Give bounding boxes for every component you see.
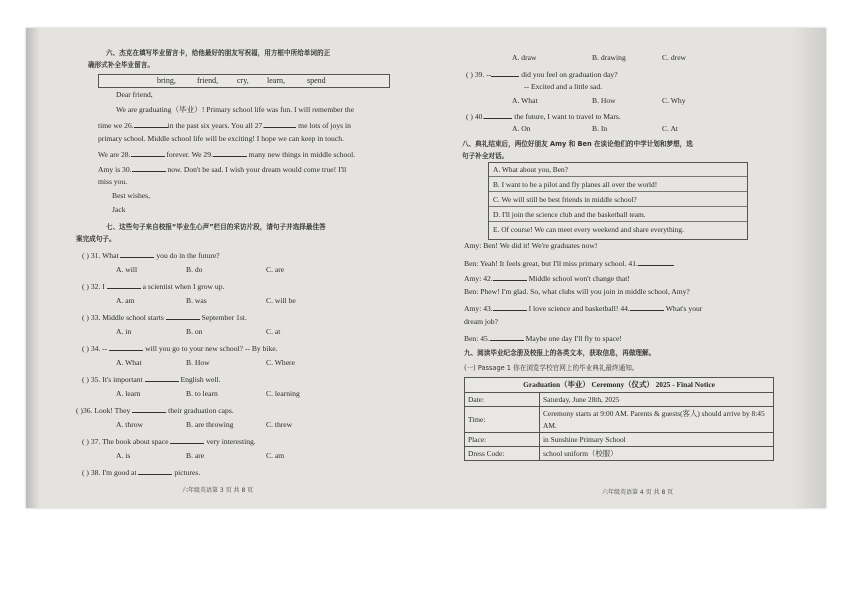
- q39-option-c: C. Why: [662, 96, 686, 105]
- question-33: ( ) 33. Middle school starts September 1st.: [82, 313, 247, 322]
- paper-shadow-right: [792, 28, 826, 508]
- page-footer-left: 六年级英语第 3 页 共 8 页: [182, 487, 254, 494]
- question-35-option-a: A. learn: [116, 389, 141, 398]
- question-34-option-c: C. Where: [266, 358, 295, 367]
- question-35-option-b: B. to learn: [186, 389, 218, 398]
- q40-option-b: B. In: [592, 124, 608, 133]
- question-31-option-a: A. will: [116, 265, 138, 274]
- q38-option-b: B. drawing: [592, 53, 626, 62]
- paper-shadow-left: [26, 28, 40, 508]
- notice-date-value: Saturday, June 28th, 2025: [540, 393, 774, 407]
- q40-option-c: C. At: [662, 124, 679, 133]
- word-bring: bring,: [157, 76, 176, 85]
- dialogue-line-7: Ben: 45. Maybe one day I'll fly to space!: [464, 334, 622, 343]
- dialogue-line-5: Amy: 43. I love science and basketball! 44. What's your: [464, 304, 703, 313]
- question-36-option-a: A. throw: [116, 420, 143, 429]
- question-32-option-c: C. will be: [266, 296, 296, 305]
- word-cry: cry,: [237, 76, 249, 85]
- question-31-option-c: C. are: [266, 265, 285, 274]
- option-c: C. We will still be best friends in middle school?: [489, 193, 747, 207]
- notice-place-value: in Sunshine Primary School: [540, 433, 774, 447]
- option-b: B. I want to be a pilot and fly planes all over the world!: [489, 178, 747, 192]
- question-32: ( ) 32. I a scientist when I grow up.: [82, 282, 225, 291]
- q39-option-a: A. What: [512, 96, 538, 105]
- section9-title: 九、阅读毕业纪念册及校报上的各类文本，获取信息，再做理解。: [464, 349, 656, 357]
- question-37: ( ) 37. The book about space very interesting.: [82, 437, 256, 446]
- dialogue-line-4: Ben: Phew! I'm glad. So, what clubs will you join in middle school, Amy?: [464, 287, 690, 296]
- option-d: D. I'll join the science club and the basketball team.: [489, 208, 747, 222]
- notice-time-value: Ceremony starts at 9:00 AM. Parents & guests(客人) should arrive by 8:45 AM.: [540, 407, 774, 433]
- letter-line1: We are graduating（毕业）! Primary school life was fun. I will remember the: [116, 105, 355, 114]
- section6-title: 六、杰克在填写毕业留言卡，给他最好的朋友写祝福，用方框中所给单词的正: [106, 49, 331, 57]
- letter-greeting: Dear friend,: [116, 90, 153, 99]
- question-36-option-b: B. are throwing: [186, 420, 234, 429]
- letter-line4: We are 28. forever. We 29. many new things in middle school.: [98, 150, 356, 159]
- notice-dress-label: Dress Code:: [465, 447, 540, 461]
- question-36: ( )36. Look! They their graduation caps.: [76, 406, 234, 415]
- word-box: [98, 74, 390, 88]
- question-37-option-b: B. are: [186, 451, 205, 460]
- word-learn: learn,: [267, 76, 285, 85]
- q38-option-a: A. draw: [512, 53, 537, 62]
- section7-title-cont: 案完成句子。: [76, 235, 116, 243]
- question-31: ( ) 31. What you do in the future?: [82, 251, 220, 260]
- word-spend: spend: [307, 76, 326, 85]
- q38-option-c: C. drew: [662, 53, 687, 62]
- question-31-option-b: B. do: [186, 265, 203, 274]
- question-34: ( ) 34. -- will you go to your new school? -- By bike.: [82, 344, 278, 353]
- q40: ( ) 40. the future, I want to travel to Mars.: [466, 112, 621, 121]
- q39-reply: -- Excited and a little sad.: [524, 82, 603, 91]
- section8-title: 八、典礼结束后，两位好朋友 Amy 和 Ben 在谈论他们的中学计划和梦想，选: [462, 140, 693, 148]
- question-35: ( ) 35. It's important English well.: [82, 375, 221, 384]
- dialogue-line-1: Amy: Ben! We did it! We're graduates now!: [464, 241, 598, 250]
- notice-header: Graduation（毕业） Ceremony（仪式） 2025 - Final Notice: [465, 378, 774, 393]
- passage1-intro: (一) Passage 1 你在浏览学校官网上的毕业典礼最终通知。: [464, 364, 639, 372]
- word-friend: friend,: [197, 76, 219, 85]
- q39-option-b: B. How: [592, 96, 616, 105]
- question-33-option-c: C. at: [266, 327, 281, 336]
- option-e: E. Of course! We can meet every weekend and share everything.: [493, 225, 684, 234]
- question-37-option-c: C. am: [266, 451, 285, 460]
- dialogue-options-box: [488, 162, 748, 240]
- letter-line6: miss you.: [98, 177, 128, 186]
- section6-title-cont: 确形式补全毕业留言。: [88, 61, 154, 69]
- dialogue-line-2: Ben: Yeah! It feels great, but I'll miss primary school. 41.: [464, 258, 674, 268]
- notice-date-label: Date:: [465, 393, 540, 407]
- letter-signature: Jack: [112, 205, 126, 214]
- dialogue-line-3: Amy: 42. Middle school won't change that!: [464, 274, 630, 283]
- letter-line2: time we 26. in the past six years. You all 27. me lots of joys in: [98, 121, 351, 130]
- question-37-option-a: A. is: [116, 451, 131, 460]
- page-footer-right: 六年级英语第 4 页 共 8 页: [602, 489, 674, 496]
- exam-paper: [26, 28, 826, 508]
- notice-place-label: Place:: [465, 433, 540, 447]
- question-38: ( ) 38. I'm good at pictures.: [82, 468, 201, 477]
- graduation-notice-table: [464, 377, 774, 461]
- section7-title: 七、这些句子来自校报“毕业生心声”栏目的采访片段，请句子并选择最佳答: [106, 223, 326, 231]
- notice-dress-value: school uniform（校服）: [540, 447, 774, 461]
- letter-line3: primary school. Middle school life will be exciting! I hope we can keep in touch.: [98, 134, 344, 143]
- letter-line5: Amy is 30. now. Don't be sad. I wish your dream would come true! I'll: [98, 165, 347, 174]
- question-34-option-a: A. What: [116, 358, 142, 367]
- question-33-option-a: A. in: [116, 327, 132, 336]
- q40-option-a: A. On: [512, 124, 531, 133]
- question-34-option-b: B. How: [186, 358, 210, 367]
- question-36-option-c: C. threw: [266, 420, 293, 429]
- option-a: A. What about you, Ben?: [489, 163, 747, 177]
- letter-closing: Best wishes,: [112, 191, 150, 200]
- dialogue-line-6: dream job?: [464, 317, 498, 326]
- notice-time-label: Time:: [465, 407, 540, 433]
- section8-title-cont: 句子补全对话。: [462, 152, 509, 160]
- question-33-option-b: B. on: [186, 327, 203, 336]
- question-35-option-c: C. learning: [266, 389, 300, 398]
- question-32-option-a: A. am: [116, 296, 135, 305]
- q39: ( ) 39. -- did you feel on graduation day?: [466, 70, 618, 79]
- question-32-option-b: B. was: [186, 296, 207, 305]
